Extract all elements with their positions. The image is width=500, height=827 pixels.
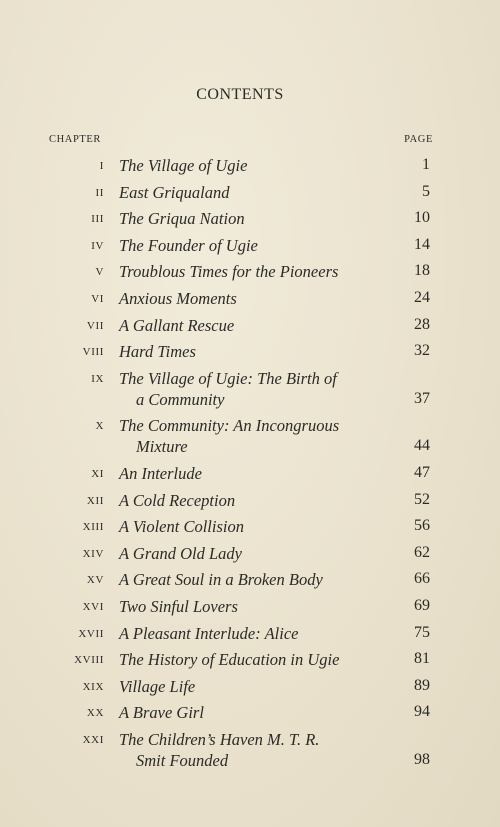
chapter-title	[119, 415, 399, 457]
chapter-number: XVIII	[74, 654, 104, 667]
chapter-title-line: An Interlude	[119, 464, 202, 483]
chapter-title	[119, 182, 399, 203]
chapter-number: VIII	[82, 346, 104, 359]
chapter-title-continuation: a Community	[136, 389, 225, 409]
chapter-title-line: A Brave Girl	[119, 703, 204, 723]
chapter-title	[119, 569, 399, 590]
chapter-title	[119, 261, 399, 282]
chapter-title	[119, 676, 399, 697]
chapter-title	[119, 543, 399, 564]
chapter-title-line: Two Sinful Lovers	[119, 597, 238, 616]
page-number: 14	[414, 235, 430, 253]
page-number: 28	[414, 315, 430, 333]
chapter-title-line: The Community: An Incongruous	[119, 416, 340, 436]
chapter-number: XIV	[82, 547, 104, 560]
chapter-number: XV	[86, 574, 104, 587]
chapter-title	[119, 729, 399, 771]
chapter-number: XX	[86, 707, 104, 720]
chapter-title-line: A Violent Collision	[119, 517, 244, 537]
chapter-title	[119, 623, 399, 644]
chapter-number: X	[95, 420, 104, 433]
chapter-title	[119, 516, 399, 537]
chapter-number: IV	[91, 239, 104, 252]
chapter-number: XIII	[82, 521, 104, 534]
page-number: 56	[414, 517, 430, 535]
page-column-header: PAGE	[404, 134, 433, 145]
page-number: 24	[414, 289, 430, 306]
chapter-number: II	[95, 186, 104, 199]
chapter-number: XIX	[82, 680, 104, 693]
chapter-title	[119, 368, 399, 410]
chapter-number: XI	[91, 468, 104, 480]
page-number: 89	[414, 676, 430, 694]
chapter-title	[119, 235, 399, 256]
chapter-title	[119, 649, 399, 670]
chapter-column-header: CHAPTER	[49, 134, 102, 145]
chapter-title	[119, 596, 399, 617]
page-number: 94	[414, 703, 430, 721]
chapter-title-line: Troublous Times for the Pioneers	[119, 262, 339, 282]
page-number: 5	[422, 182, 430, 200]
chapter-title-line: A Cold Reception	[119, 490, 236, 510]
page-title: CONTENTS	[196, 86, 284, 103]
chapter-number: I	[99, 160, 104, 172]
page-number: 18	[414, 262, 430, 280]
chapter-title-line: A Gallant Rescue	[119, 315, 235, 335]
chapter-number: V	[95, 266, 104, 279]
chapter-number: III	[91, 213, 104, 226]
page-number: 44	[414, 437, 430, 455]
chapter-title-line: The Village of Ugie: The Birth of	[119, 368, 337, 388]
chapter-title-line: The Founder of Ugie	[119, 235, 258, 255]
chapter-title-line: The Griqua Nation	[119, 209, 245, 229]
chapter-title	[119, 341, 399, 362]
chapter-number: VI	[91, 293, 104, 305]
chapter-title-continuation: Smit Founded	[136, 751, 229, 770]
page-number: 37	[414, 389, 430, 407]
chapter-title-line: A Great Soul in a Broken Body	[119, 570, 323, 590]
chapter-title-line: East Griqualand	[119, 182, 230, 202]
chapter-number: XVI	[82, 601, 104, 613]
chapter-title	[119, 463, 399, 484]
chapter-title-line: Anxious Moments	[119, 289, 237, 308]
chapter-title-line: The Children’s Haven M. T. R.	[119, 730, 320, 749]
chapter-title-line: A Grand Old Lady	[119, 543, 242, 563]
chapter-title-line: The History of Education in Ugie	[119, 650, 340, 670]
chapter-title	[119, 155, 399, 176]
chapter-title-line: A Pleasant Interlude: Alice	[119, 623, 299, 643]
page-number: 98	[414, 751, 430, 768]
chapter-title	[119, 288, 399, 309]
chapter-title-continuation: Mixture	[136, 437, 188, 457]
chapter-number: XII	[86, 494, 104, 507]
chapter-title	[119, 490, 399, 511]
chapter-title-line: The Village of Ugie	[119, 156, 248, 175]
chapter-title-line: Village Life	[119, 676, 196, 696]
chapter-title	[119, 702, 399, 723]
page-number: 10	[414, 209, 430, 227]
chapter-number: VII	[86, 319, 104, 332]
chapter-title-line: Hard Times	[119, 342, 196, 362]
page-number: 62	[414, 543, 430, 561]
chapter-number: XVII	[78, 627, 104, 640]
chapter-title	[119, 208, 399, 229]
page-number: 75	[414, 623, 430, 641]
page-number: 47	[414, 464, 430, 481]
page-number: 69	[414, 597, 430, 614]
chapter-number: XXI	[82, 734, 104, 746]
chapter-title	[119, 315, 399, 336]
page-number: 81	[414, 650, 430, 668]
page-number: 32	[414, 342, 430, 360]
page-number: 66	[414, 570, 430, 588]
page-number: 52	[414, 490, 430, 508]
page-number: 1	[422, 156, 430, 173]
chapter-number: IX	[91, 372, 104, 385]
